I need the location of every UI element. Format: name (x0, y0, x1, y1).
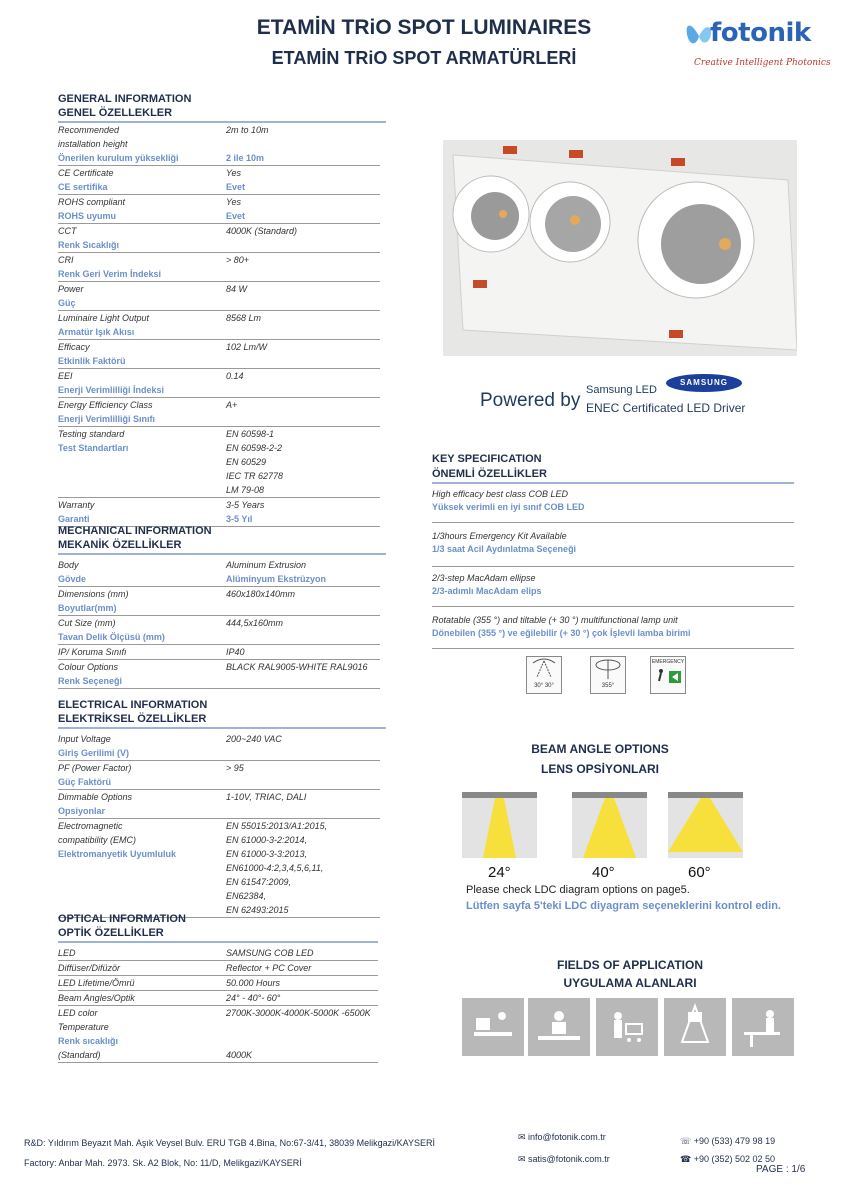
footer-phone-2: ☎ +90 (352) 502 02 50 (680, 1154, 776, 1164)
table-row (58, 398, 380, 427)
powered-line1: Samsung LED (586, 384, 657, 396)
spec-label: CE Certificate (58, 168, 114, 178)
spec-value: 444,5x160mm (226, 618, 284, 628)
retail-cart-icon (596, 998, 658, 1056)
spec-label: Efficacy (58, 342, 90, 352)
spec-label: Giriş Gerilimi (V) (58, 748, 130, 758)
logo-slogan: Creative Intelligent Photonics (694, 58, 831, 68)
spec-value: EN 62493:2015 (226, 905, 289, 915)
table-row (58, 761, 380, 790)
general-heading: GENERAL INFORMATION GENEL ÖZELLEKLER (58, 92, 386, 123)
spec-label: ROHS compliant (58, 197, 126, 207)
spec-value (226, 630, 380, 644)
spec-label: Armatür Işık Akısı (58, 327, 135, 337)
spec-label: Enerji Verimlilliği İndeksi (58, 385, 165, 395)
spec-label (58, 455, 226, 469)
powered-by-block (480, 374, 770, 418)
spec-label: IP/ Koruma Sınıfı (58, 647, 127, 657)
spec-value: EN62384, (226, 891, 267, 901)
key-spec-heading: KEY SPECIFICATION ÖNEMLİ ÖZELLİKLER (432, 452, 794, 484)
spec-label: LED Lifetime/Ömrü (58, 978, 135, 988)
table-row (58, 253, 380, 282)
key-spec-item: 1/3hours Emergency Kit Available 1/3 saat Acil Aydınlatma Seçeneği (432, 531, 577, 554)
page-title-en: ETAMİN TRiO SPOT LUMINAIRES (256, 16, 592, 39)
spec-label: ROHS uyumu (58, 211, 117, 221)
table-row (58, 311, 380, 340)
spec-label: Önerilen kurulum yüksekliği (58, 153, 179, 163)
spec-label: Tavan Delik Ölçüsü (mm) (58, 632, 165, 642)
spec-label (58, 861, 226, 875)
spec-label: Etkinlik Faktörü (58, 356, 126, 366)
application-heading-en: FIELDS OF APPLICATION (557, 958, 703, 972)
beam-heading-tr: LENS OPSİYONLARI (540, 762, 659, 776)
spec-value: 2m to 10m (226, 125, 269, 135)
spec-label (58, 875, 226, 889)
optical-table (58, 946, 378, 1063)
spec-label: Güç Faktörü (58, 777, 112, 787)
footer (0, 1124, 848, 1200)
spec-label: Testing standard (58, 429, 125, 439)
phone-icon: ☏ (680, 1136, 694, 1146)
spec-value: 8568 Lm (226, 313, 262, 323)
spec-value (226, 746, 380, 760)
spec-value: 84 W (226, 284, 248, 294)
table-row (58, 819, 380, 918)
spec-value: 2 ile 10m (226, 153, 265, 163)
table-row (58, 369, 380, 398)
spec-value (226, 354, 380, 368)
table-row (58, 195, 380, 224)
table-row (58, 991, 378, 1006)
spec-label (58, 469, 226, 483)
spec-label: Renk sıcaklığı (58, 1036, 119, 1046)
electrical-heading: ELECTRICAL INFORMATION ELEKTRİKSEL ÖZELLİKLER (58, 698, 386, 729)
spec-value: 1-10V, TRIAC, DALI (226, 792, 307, 802)
spec-value: 200~240 VAC (226, 734, 282, 744)
spec-label: CE sertifika (58, 182, 108, 192)
spec-value: Aluminum Extrusion (226, 560, 307, 570)
divider (432, 606, 794, 607)
samsung-logo: SAMSUNG (666, 374, 742, 392)
table-row (58, 587, 380, 616)
footer-factory-address: Factory: Anbar Mah. 2973. Sk. A2 Blok, No: 11/D, Melikgazi/KAYSERİ (24, 1158, 302, 1168)
spec-label: Recommended (58, 125, 120, 135)
mail-icon: ✉ (518, 1154, 529, 1164)
restaurant-icon (732, 998, 794, 1056)
spec-value: > 95 (226, 763, 244, 773)
spec-value: IP40 (226, 647, 245, 657)
beam-40-diagram (572, 792, 647, 858)
spec-label: LED color (58, 1008, 98, 1018)
application-heading-tr: UYGULAMA ALANLARI (563, 976, 697, 990)
spec-label: (Standard) (58, 1050, 101, 1060)
spec-label: Dimensions (mm) (58, 589, 129, 599)
spec-label: Power (58, 284, 84, 294)
spec-value: EN 55015:2013/A1:2015, (226, 821, 328, 831)
spec-label: Body (58, 560, 79, 570)
table-row (58, 427, 380, 498)
tilt-icon: 30° 30° (526, 656, 562, 694)
spec-value: EN 60598-2-2 (226, 443, 283, 453)
general-table (58, 123, 380, 527)
spec-label (58, 483, 226, 497)
spec-value: Reflector + PC Cover (226, 963, 312, 973)
key-spec-item: Rotatable (355 °) and tiltable (+ 30 °) multifunctional lamp unit Dönebilen (355 °) ve eğilebilir (+ 30 °) çok İşlevli lamba birimi (432, 615, 691, 638)
table-row (58, 166, 380, 195)
spec-value (226, 238, 380, 252)
spec-label: LED (58, 948, 76, 958)
spec-value: 24° - 40°- 60° (226, 993, 281, 1003)
spec-value: Evet (226, 211, 246, 221)
spec-label: Opsiyonlar (58, 806, 106, 816)
spec-label: CCT (58, 226, 77, 236)
ldc-note-tr: Lütfen sayfa 5'teki LDC diyagram seçeneklerini kontrol edin. (466, 900, 781, 912)
key-spec-item: High efficacy best class COB LED Yüksek verimli en iyi sınıf COB LED (432, 489, 585, 512)
spec-value: Yes (226, 197, 242, 207)
spec-value: 4000K (226, 1050, 253, 1060)
beam-heading-en: BEAM ANGLE OPTIONS (531, 742, 669, 756)
spec-value: 3-5 Years (226, 500, 265, 510)
spec-value: EN 60529 (226, 457, 267, 467)
table-row (58, 732, 380, 761)
spec-value (226, 601, 380, 615)
spec-label: Boyutlar(mm) (58, 603, 117, 613)
spec-value: A+ (226, 400, 238, 410)
spec-label: Renk Sıcaklığı (58, 240, 120, 250)
mail-icon: ✉ (518, 1132, 529, 1142)
spec-label: Diffüser/Difüzör (58, 963, 121, 973)
spec-value: 4000K (Standard) (226, 226, 298, 236)
spec-value: 3-5 Yıl (226, 514, 253, 524)
spec-value (226, 267, 380, 281)
spec-label: Garanti (58, 514, 90, 524)
page-number: PAGE : 1/6 (756, 1164, 806, 1175)
footer-email-2[interactable]: ✉ satis@fotonik.com.tr (518, 1154, 610, 1164)
table-row (58, 498, 380, 527)
spec-label: installation height (58, 139, 128, 149)
beam-label-60: 60° (688, 864, 711, 881)
logo-wordmark: fotonik (710, 18, 811, 48)
spec-value: SAMSUNG COB LED (226, 948, 314, 958)
spec-value: BLACK RAL9005-WHITE RAL9016 (226, 662, 368, 672)
spec-label: Renk Seçeneği (58, 676, 123, 686)
spec-value: EN 61000-3-2:2014, (226, 835, 308, 845)
spec-value (226, 1020, 378, 1034)
mechanical-table (58, 558, 380, 689)
spec-label: Input Voltage (58, 734, 111, 744)
divider (432, 648, 794, 649)
spec-label: Elektromanyetik Uyumluluk (58, 849, 177, 859)
spec-value (226, 775, 380, 789)
spec-label: Dimmable Options (58, 792, 133, 802)
table-row (58, 123, 380, 166)
table-row (58, 961, 378, 976)
spec-value (226, 1034, 378, 1048)
spec-label: Gövde (58, 574, 87, 584)
table-row (58, 976, 378, 991)
table-row (58, 946, 378, 961)
spec-label: PF (Power Factor) (58, 763, 132, 773)
spec-value (226, 674, 380, 688)
spec-value: LM 79-08 (226, 485, 265, 495)
spec-value: > 80+ (226, 255, 250, 265)
spec-value: IEC TR 62778 (226, 471, 284, 481)
spec-value: EN 60598-1 (226, 429, 275, 439)
spec-value: EN61000-4:2,3,4,5,6,11, (226, 863, 324, 873)
table-row (58, 660, 380, 689)
powered-line2: ENEC Certificated LED Driver (586, 401, 746, 415)
gallery-lamp-icon (664, 998, 726, 1056)
spec-label: compatibility (EMC) (58, 835, 137, 845)
spec-label: Colour Options (58, 662, 119, 672)
emergency-icon: EMERGENCY (650, 656, 686, 694)
spec-label: Test Standartları (58, 443, 129, 453)
beam-60-diagram (668, 792, 743, 858)
spec-value: Alüminyum Ekstrüzyon (226, 574, 327, 584)
spec-label: Luminaire Light Output (58, 313, 150, 323)
spec-value: 460x180x140mm (226, 589, 296, 599)
fotonik-logo (684, 14, 834, 76)
divider (432, 566, 794, 567)
meeting-icon (528, 998, 590, 1056)
spec-value (226, 325, 380, 339)
table-row (58, 616, 380, 645)
product-photo (443, 140, 797, 356)
footer-phone-1: ☏ +90 (533) 479 98 19 (680, 1136, 776, 1146)
spec-label: Renk Geri Verim İndeksi (58, 269, 162, 279)
spec-value: Yes (226, 168, 242, 178)
table-row (58, 790, 380, 819)
spec-label: Electromagnetic (58, 821, 123, 831)
table-row (58, 282, 380, 311)
phone-icon: ☎ (680, 1154, 694, 1164)
divider (432, 522, 794, 523)
rotate-icon: 355° (590, 656, 626, 694)
table-row (58, 340, 380, 369)
spec-label: Temperature (58, 1022, 109, 1032)
spec-value: 50.000 Hours (226, 978, 281, 988)
spec-value (226, 296, 380, 310)
table-row (58, 1006, 378, 1063)
spec-value: 0.14 (226, 371, 244, 381)
spec-value: 2700K-3000K-4000K-5000K -6500K (226, 1008, 371, 1018)
spec-value: Evet (226, 182, 246, 192)
spec-label (58, 889, 226, 903)
spec-value: EN 61547:2009, (226, 877, 292, 887)
spec-label: EEI (58, 371, 73, 381)
spec-label: Energy Efficiency Class (58, 400, 153, 410)
electrical-table (58, 732, 380, 918)
spec-label: Enerji Verimlilliği Sınıfı (58, 414, 156, 424)
table-row (58, 645, 380, 660)
spec-label: Warranty (58, 500, 95, 510)
beam-24-diagram (462, 792, 537, 858)
spec-value (226, 383, 380, 397)
spec-value (226, 137, 380, 151)
spec-value: 102 Lm/W (226, 342, 268, 352)
office-desk-icon (462, 998, 524, 1056)
powered-by-label: Powered by (480, 390, 581, 411)
spec-label: Cut Size (mm) (58, 618, 116, 628)
beam-label-40: 40° (592, 864, 615, 881)
page-title-tr: ETAMİN TRiO SPOT ARMATÜRLERİ (271, 48, 577, 68)
ldc-note-en: Please check LDC diagram options on page5. (466, 884, 690, 896)
table-row (58, 558, 380, 587)
table-row (58, 224, 380, 253)
spec-value (226, 412, 380, 426)
footer-rd-address: R&D: Yıldırım Beyazıt Mah. Aşık Veysel Bulv. ERU TGB 4.Bina, No:67-3/41, 38039 Melikgazi/KAYSERİ (24, 1138, 436, 1148)
mechanical-heading: MECHANICAL INFORMATION MEKANİK ÖZELLİKLER (58, 524, 386, 555)
spec-value: EN 61000-3-3:2013, (226, 849, 308, 859)
spec-label: Güç (58, 298, 76, 308)
key-spec-item: 2/3-step MacAdam ellipse 2/3-adımlı MacAdam elips (432, 573, 542, 596)
spec-label: Beam Angles/Optik (58, 993, 135, 1003)
optical-heading: OPTICAL INFORMATION OPTİK ÖZELLİKLER (58, 912, 378, 943)
footer-email-1[interactable]: ✉ info@fotonik.com.tr (518, 1132, 606, 1142)
beam-label-24: 24° (488, 864, 511, 881)
spec-label: CRI (58, 255, 74, 265)
spec-value (226, 804, 380, 818)
